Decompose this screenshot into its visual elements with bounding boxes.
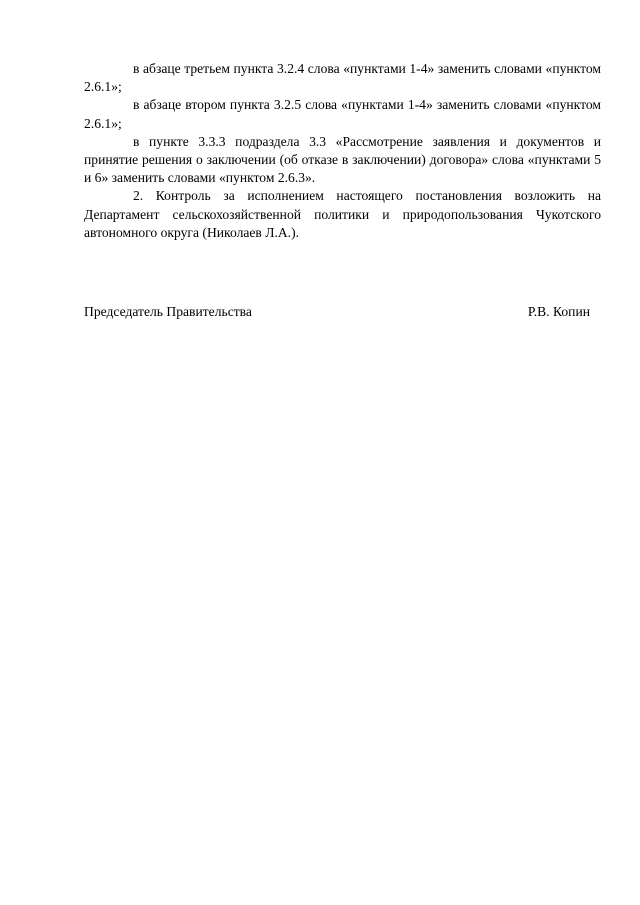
- signature-block: [84, 303, 590, 321]
- document-body: [84, 60, 601, 242]
- paragraph-amendment-3-3-3: в пункте 3.3.3 подраздела 3.3 «Рассмотрение заявления и документов и принятие решения о заключении (об отказе в заключении) договора» слова «пунктами 5 и 6» заменить словами «пунктом 2.6.3».: [84, 133, 601, 186]
- paragraph-control-clause: 2. Контроль за исполнением настоящего постановления возложить на Департамент сельскохозяйственной политики и природопользования Чукотского автономного округа (Николаев Л.А.).: [84, 188, 601, 240]
- paragraph-amendment-3-2-4: в абзаце третьем пункта 3.2.4 слова «пунктами 1-4» заменить словами «пунктом 2.6.1»;: [84, 61, 601, 95]
- signatory-position: Председатель Правительства: [84, 304, 252, 319]
- signatory-name: Р.В. Копин: [527, 304, 590, 319]
- paragraph-amendment-3-2-5: в абзаце втором пункта 3.2.5 слова «пунктами 1-4» заменить словами «пунктом 2.6.1»;: [84, 97, 601, 131]
